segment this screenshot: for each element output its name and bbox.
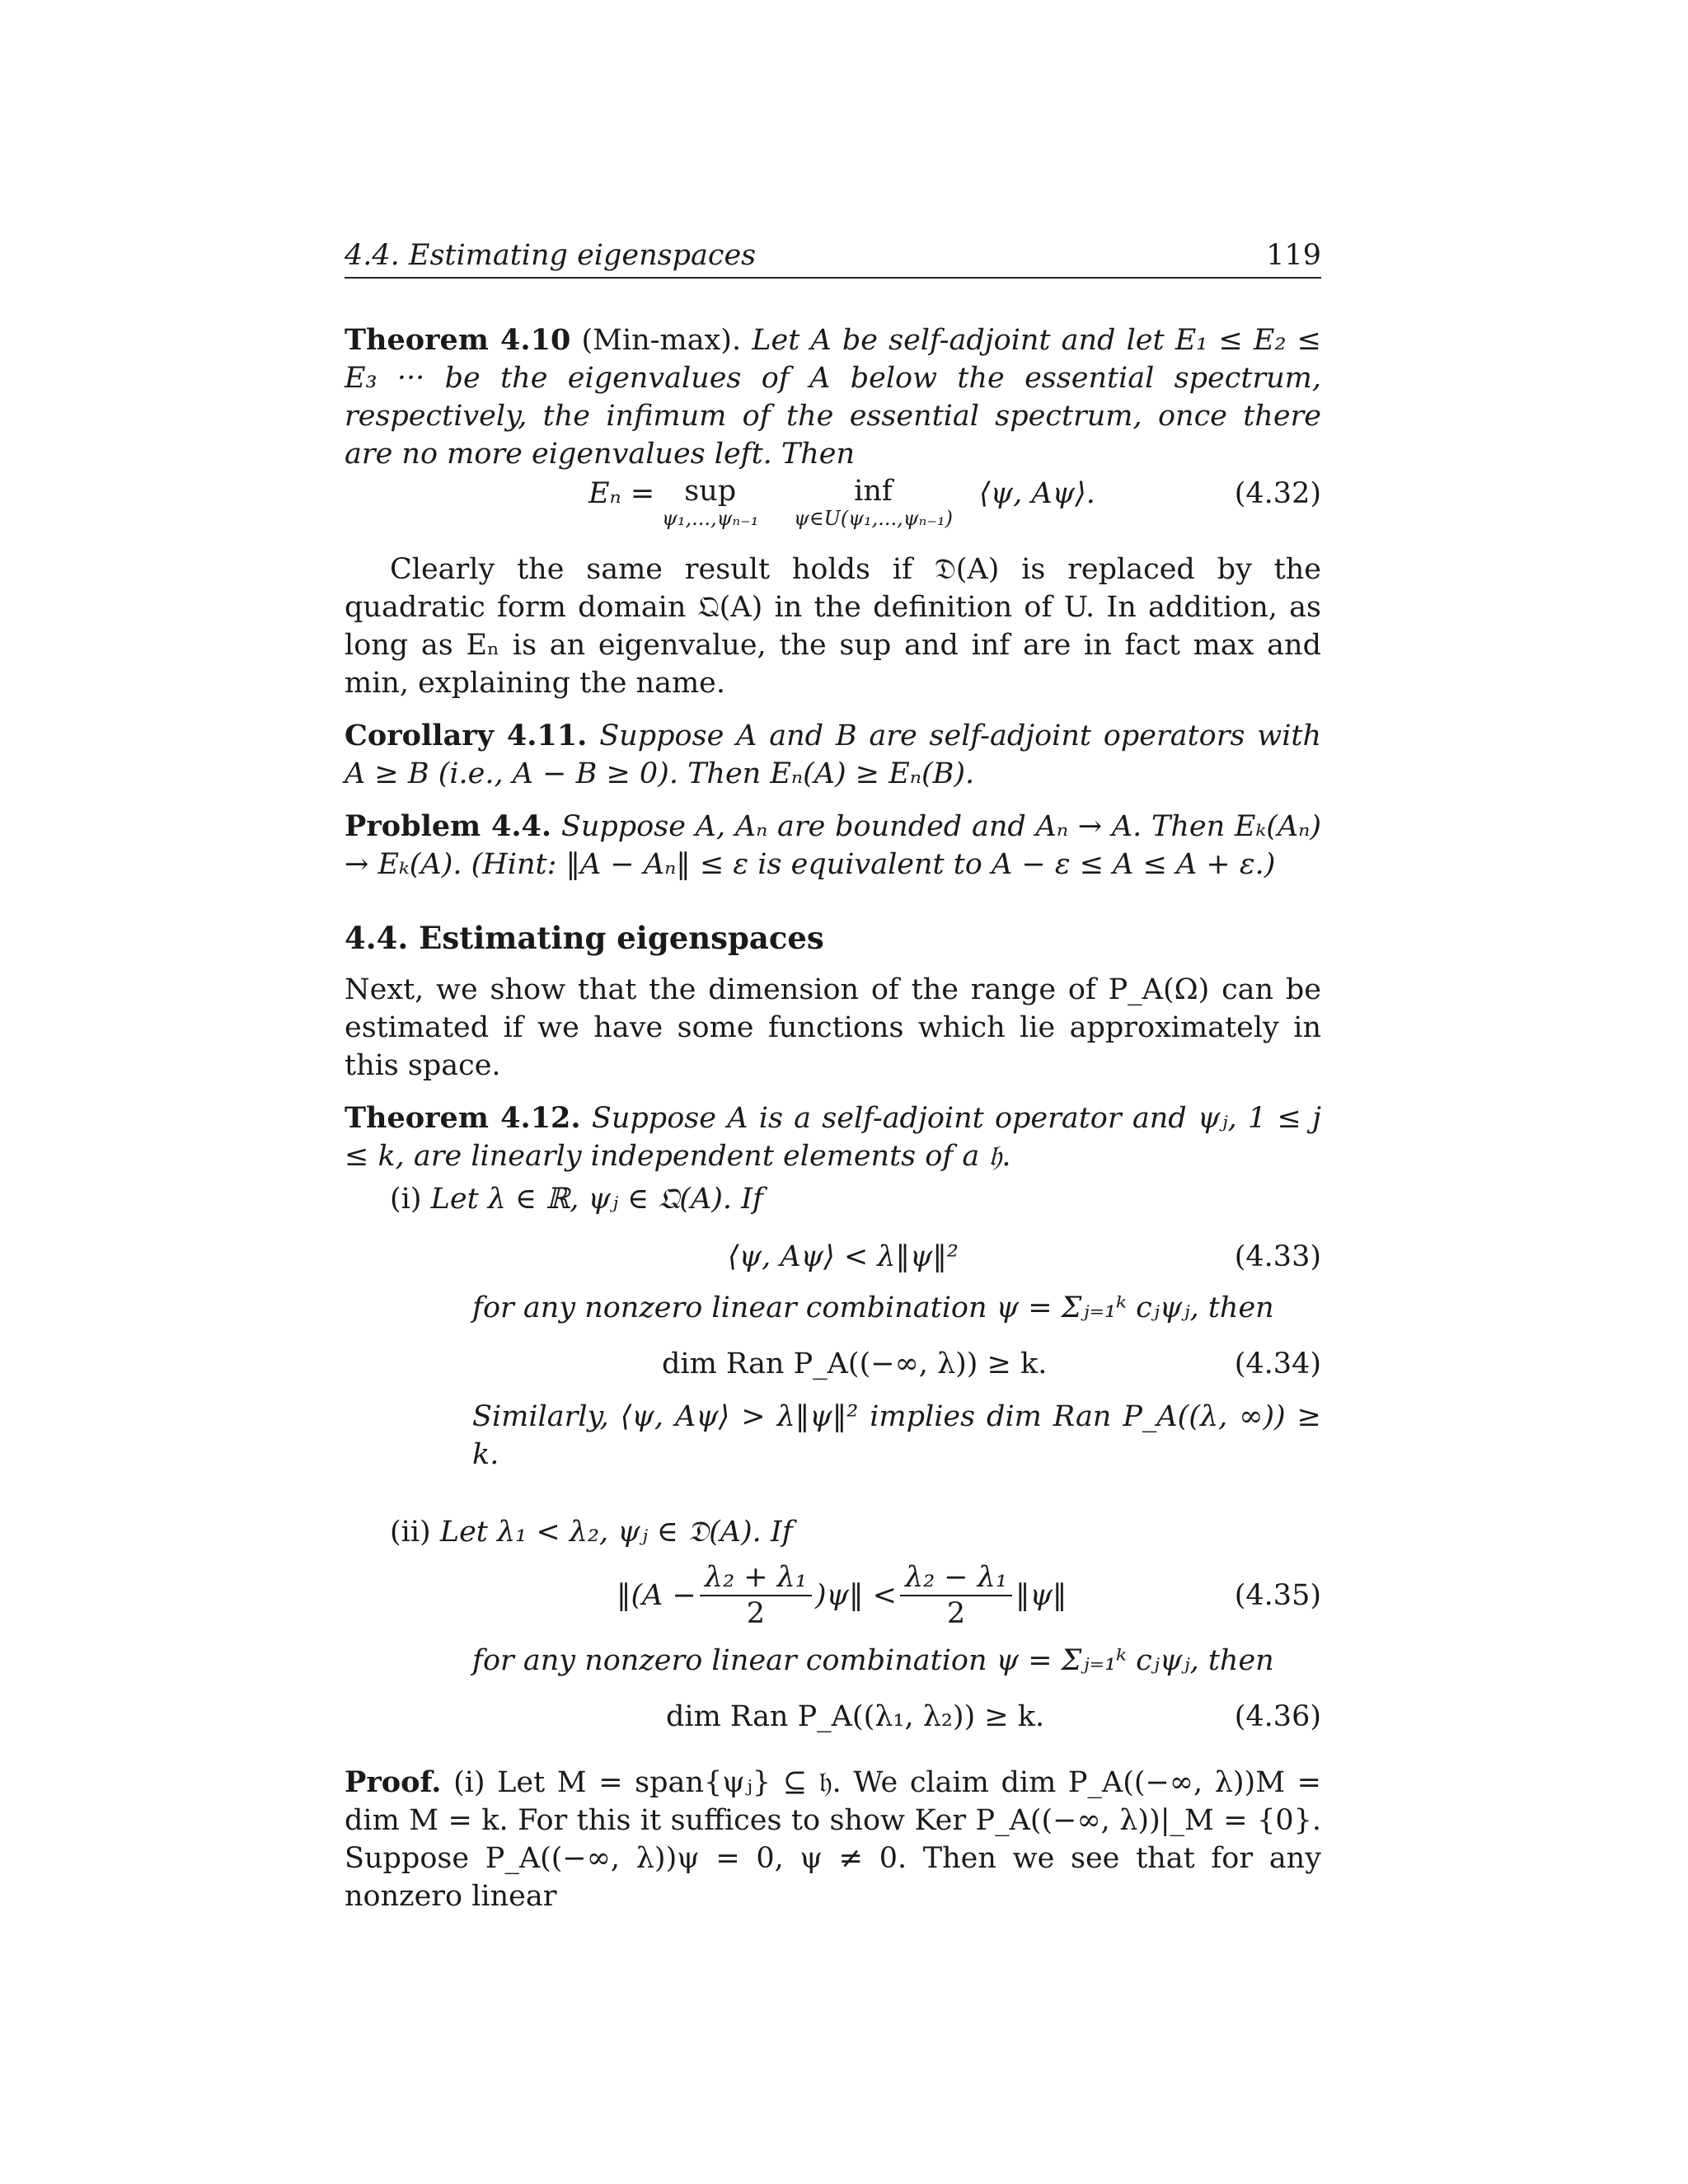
corollary-4-11-label: Corollary 4.11. [345, 719, 588, 752]
theorem-4-12-text: Suppose A is a self-adjoint operator and ψⱼ, 1 ≤ j ≤ k, are linearly independent elements of a 𝔥. [345, 1102, 1321, 1173]
sup-subscript: ψ₁,...,ψₙ₋₁ [662, 507, 759, 530]
section-heading: 4.4. Estimating eigenspaces [345, 920, 824, 956]
proof-text: (i) Let M = span{ψⱼ} ⊆ 𝔥. We claim dim P_A((−∞, λ))M = dim M = k. For this it suffices to show Ker P_A((−∞, λ))|_M = {0}. Suppose P_A((−∞, λ))ψ = 0, ψ ≠ 0. Then we see that for any nonzero linear [345, 1766, 1321, 1913]
eq-4-32-rhs: ⟨ψ, Aψ⟩. [979, 477, 1095, 510]
eq-4-34-number: (4.34) [1234, 1347, 1321, 1380]
theorem-4-12-label: Theorem 4.12. [345, 1101, 581, 1135]
sup-operator: sup [684, 475, 737, 508]
section-intro: Next, we show that the dimension of the range of P_A(Ω) can be estimated if we have some functions which lie approximately in this space. [345, 973, 1321, 1082]
equation-4-33 [345, 1238, 1321, 1276]
running-header-title: 4.4. Estimating eigenspaces [345, 239, 757, 272]
part-i-text: Let λ ∈ ℝ, ψⱼ ∈ 𝔔(A). If [430, 1183, 763, 1216]
equation-4-34 [345, 1345, 1321, 1383]
corollary-4-11 [345, 717, 1321, 793]
eq-4-32-inf [794, 475, 953, 529]
eq-4-34-expr: dim Ran P_A((−∞, λ)) ≥ k. [662, 1347, 1048, 1380]
page [345, 239, 1321, 1915]
eq-4-35-left: ‖(A − [617, 1579, 696, 1612]
problem-4-4 [345, 808, 1321, 883]
theorem-4-10-name: (Min-max). [581, 324, 742, 357]
similarly-text: Similarly, ⟨ψ, Aψ⟩ > λ‖ψ‖² implies dim Ran P_A((λ, ∞)) ≥ k. [472, 1400, 1321, 1471]
theorem-4-10-text: Let A be self-adjoint and let E₁ ≤ E₂ ≤ E₃ ··· be the eigenvalues of A below the essential spectrum, respectively, the infimum of the essential spectrum, once there are no more eigenvalues left. Then [345, 324, 1321, 471]
eq-4-32-number: (4.32) [1234, 477, 1321, 510]
eq-4-36-expr: dim Ran P_A((λ₁, λ₂)) ≥ k. [666, 1700, 1045, 1733]
fraction-2-numerator: λ₂ − λ₁ [900, 1560, 1012, 1596]
eq-4-35-number: (4.35) [1234, 1579, 1321, 1612]
equation-4-36 [345, 1698, 1321, 1736]
proof-label: Proof. [345, 1765, 442, 1799]
fraction-1-numerator: λ₂ + λ₁ [700, 1560, 812, 1596]
part-ii-text: Let λ₁ < λ₂, ψⱼ ∈ 𝔇(A). If [439, 1516, 793, 1549]
equation-4-35 [345, 1558, 1321, 1633]
eq-4-36-number: (4.36) [1234, 1700, 1321, 1733]
inf-subscript: ψ∈U(ψ₁,...,ψₙ₋₁) [794, 507, 953, 530]
eq-4-35-right: ‖ψ‖ [1015, 1579, 1067, 1612]
eq-4-33-expr: ⟨ψ, Aψ⟩ < λ‖ψ‖² [728, 1240, 959, 1273]
problem-4-4-text: Suppose A, Aₙ are bounded and Aₙ → A. Then Eₖ(Aₙ) → Eₖ(A). (Hint: ‖A − Aₙ‖ ≤ ε is equivalent to A − ε ≤ A ≤ A + ε.) [345, 810, 1321, 881]
eq-4-35-fraction-1 [700, 1560, 812, 1631]
eq-4-35-mid: )ψ‖ < [814, 1579, 897, 1612]
part-i [345, 1180, 1321, 1218]
theorem-4-10-label: Theorem 4.10 [345, 323, 571, 357]
page-number: 119 [1266, 239, 1321, 272]
running-header [345, 239, 1321, 279]
fraction-1-denominator: 2 [746, 1597, 766, 1630]
combination-text-1: for any nonzero linear combination ψ = Σⱼ₌₁ᵏ cⱼψⱼ, then [472, 1291, 1274, 1324]
eq-4-32-lhs: Eₙ = [588, 477, 655, 510]
theorem-4-10 [345, 321, 1321, 473]
problem-4-4-label: Problem 4.4. [345, 809, 552, 843]
equation-4-32 [345, 475, 1321, 532]
inf-operator: inf [854, 475, 893, 508]
eq-4-35-fraction-2 [900, 1560, 1012, 1631]
part-i-label: (i) [390, 1183, 422, 1216]
eq-4-33-number: (4.33) [1234, 1240, 1321, 1273]
corollary-4-11-text: Suppose A and B are self-adjoint operators with A ≥ B (i.e., A − B ≥ 0). Then Eₙ(A) ≥ Eₙ(B). [345, 719, 1321, 790]
fraction-2-denominator: 2 [946, 1597, 966, 1630]
part-ii-label: (ii) [390, 1516, 431, 1549]
combination-text-2: for any nonzero linear combination ψ = Σⱼ₌₁ᵏ cⱼψⱼ, then [472, 1644, 1274, 1677]
eq-4-32-sup [662, 475, 758, 529]
remark-paragraph: Clearly the same result holds if 𝔇(A) is replaced by the quadratic form domain 𝔔(A) in the definition of U. In addition, as long as Eₙ is an eigenvalue, the sup and inf are in fact max and min, explaining the name. [345, 553, 1321, 700]
proof [345, 1764, 1321, 1915]
part-ii [345, 1513, 1321, 1551]
theorem-4-12 [345, 1099, 1321, 1175]
